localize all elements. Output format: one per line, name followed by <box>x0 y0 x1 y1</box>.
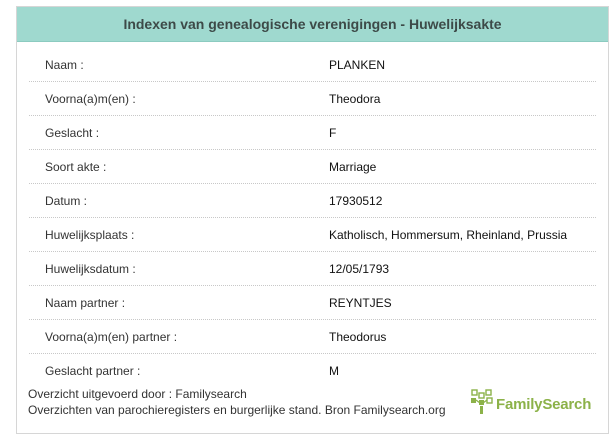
source-footer <box>28 386 446 418</box>
field-label: Voorna(a)m(en) partner : <box>45 329 178 344</box>
field-value: Katholisch, Hommersum, Rheinland, Prussia <box>329 227 568 242</box>
field-value: 12/05/1793 <box>329 261 390 276</box>
field-value: REYNTJES <box>329 295 392 310</box>
field-value: Marriage <box>329 159 377 174</box>
field-value: M <box>329 363 339 378</box>
record-row-soort-akte <box>29 150 596 184</box>
record-card <box>16 6 609 434</box>
field-value: F <box>329 125 337 140</box>
field-label: Naam partner : <box>45 295 126 310</box>
field-value: Theodorus <box>329 329 387 344</box>
record-table <box>29 42 596 387</box>
field-label: Huwelijksdatum : <box>45 261 136 276</box>
record-row-huwelijksdatum <box>29 252 596 286</box>
field-label: Soort akte : <box>45 159 107 174</box>
familysearch-wordmark: FamilySearch <box>496 396 592 413</box>
record-row-naam-partner <box>29 286 596 320</box>
familysearch-tree-icon <box>470 389 494 420</box>
card-header <box>17 7 608 42</box>
field-label: Geslacht partner : <box>45 363 141 378</box>
record-row-datum <box>29 184 596 218</box>
field-label: Voorna(a)m(en) : <box>45 91 136 106</box>
record-row-huwelijksplaats <box>29 218 596 252</box>
field-label: Huwelijksplaats : <box>45 227 135 242</box>
field-label: Datum : <box>45 193 88 208</box>
field-value: 17930512 <box>329 193 383 208</box>
record-row-geslacht <box>29 116 596 150</box>
record-row-voornamen-partner <box>29 320 596 354</box>
source-credit: Overzicht uitgevoerd door : Familysearch <box>28 387 247 401</box>
field-value: PLANKEN <box>329 57 386 72</box>
record-row-voornamen <box>29 82 596 116</box>
field-label: Geslacht : <box>45 125 100 140</box>
record-row-geslacht-partner <box>29 354 596 387</box>
page-title: Indexen van genealogische verenigingen - Huwelijksakte <box>123 16 502 32</box>
familysearch-logo[interactable] <box>470 389 591 420</box>
field-label: Naam : <box>45 57 84 72</box>
source-description: Overzichten van parochieregisters en burgerlijke stand. Bron Familysearch.org <box>28 403 446 417</box>
record-row-naam <box>29 48 596 82</box>
field-value: Theodora <box>329 91 381 106</box>
